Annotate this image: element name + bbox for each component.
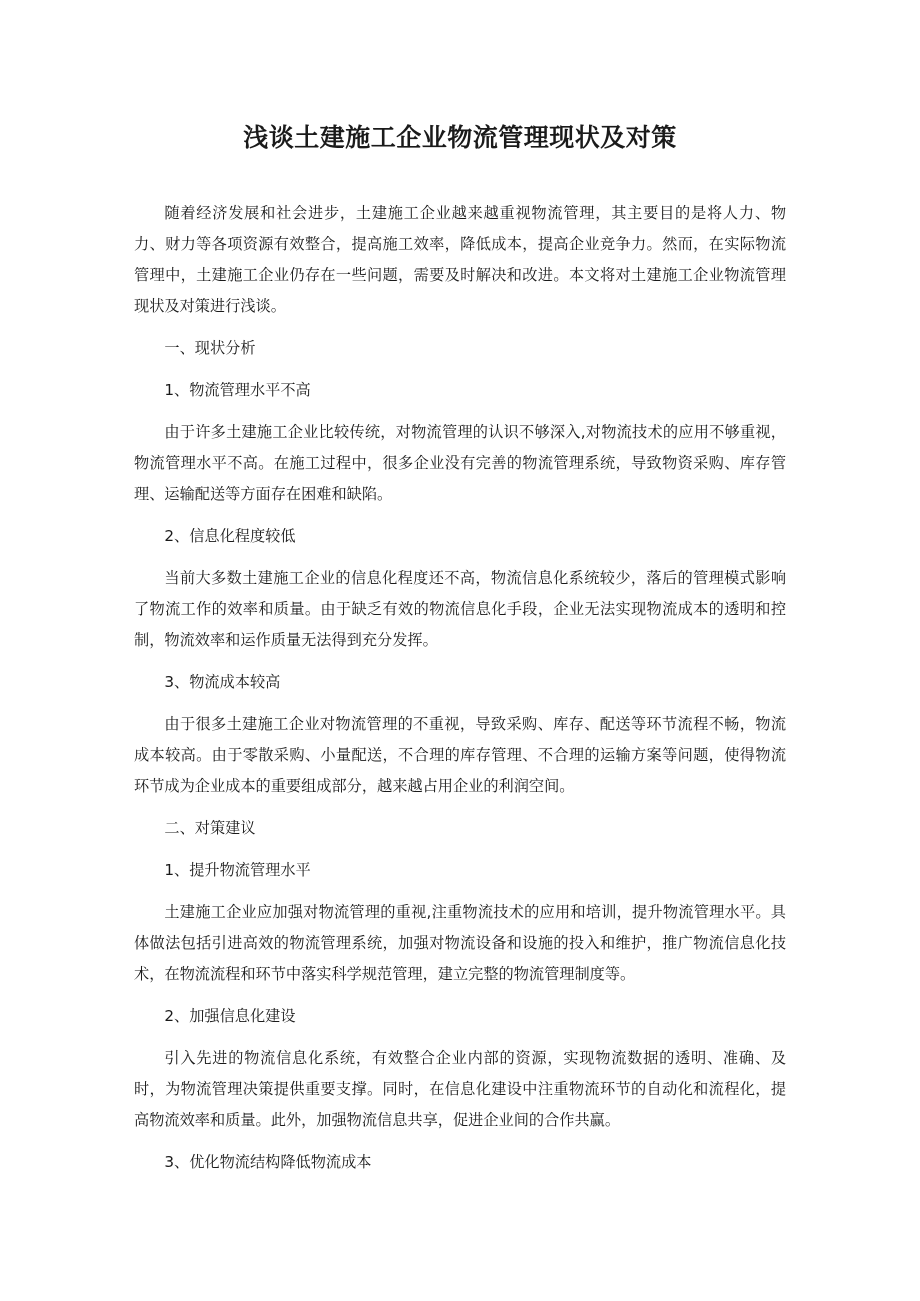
section-heading-status: 一、现状分析 <box>164 339 256 357</box>
subheading-management-level: 1、物流管理水平不高 <box>164 381 311 399</box>
subheading-improve-management: 1、提升物流管理水平 <box>164 861 311 879</box>
paragraph-logistics-cost: 由于很多土建施工企业对物流管理的不重视，导致采购、库存、配送等环节流程不畅，物流成本较高。由于零散采购、小量配送，不合理的库存管理、不合理的运输方案等问题，使得物流环节成为企业成本的重要组成部分，越来越占用企业的利润空间。 <box>134 715 786 795</box>
paragraph-informatization: 当前大多数土建施工企业的信息化程度还不高，物流信息化系统较少，落后的管理模式影响了物流工作的效率和质量。由于缺乏有效的物流信息化手段，企业无法实现物流成本的透明和控制，物流效率和运作质量无法得到充分发挥。 <box>134 569 786 649</box>
section-heading-countermeasures: 二、对策建议 <box>164 819 256 837</box>
paragraph-strengthen-informatization: 引入先进的物流信息化系统，有效整合企业内部的资源，实现物流数据的透明、准确、及时，为物流管理决策提供重要支撑。同时，在信息化建设中注重物流环节的自动化和流程化，提高物流效率和质量。此外，加强物流信息共享，促进企业间的合作共赢。 <box>134 1049 786 1129</box>
document-body <box>134 198 786 1178</box>
subheading-logistics-cost: 3、物流成本较高 <box>164 673 281 691</box>
intro-paragraph: 随着经济发展和社会进步，土建施工企业越来越重视物流管理，其主要目的是将人力、物力、财力等各项资源有效整合，提高施工效率，降低成本，提高企业竞争力。然而，在实际物流管理中，土建施工企业仍存在一些问题，需要及时解决和改进。本文将对土建施工企业物流管理现状及对策进行浅谈。 <box>134 204 786 315</box>
paragraph-management-level: 由于许多土建施工企业比较传统，对物流管理的认识不够深入,对物流技术的应用不够重视，物流管理水平不高。在施工过程中，很多企业没有完善的物流管理系统，导致物资采购、库存管理、运输配送等方面存在困难和缺陷。 <box>134 423 786 503</box>
document-title: 浅谈土建施工企业物流管理现状及对策 <box>243 123 677 152</box>
paragraph-improve-management: 土建施工企业应加强对物流管理的重视,注重物流技术的应用和培训，提升物流管理水平。具体做法包括引进高效的物流管理系统，加强对物流设备和设施的投入和维护，推广物流信息化技术，在物流流程和环节中落实科学规范管理，建立完整的物流管理制度等。 <box>134 903 786 983</box>
subheading-optimize-structure: 3、优化物流结构降低物流成本 <box>164 1153 372 1171</box>
subheading-informatization: 2、信息化程度较低 <box>164 527 296 545</box>
subheading-strengthen-informatization: 2、加强信息化建设 <box>164 1007 296 1025</box>
